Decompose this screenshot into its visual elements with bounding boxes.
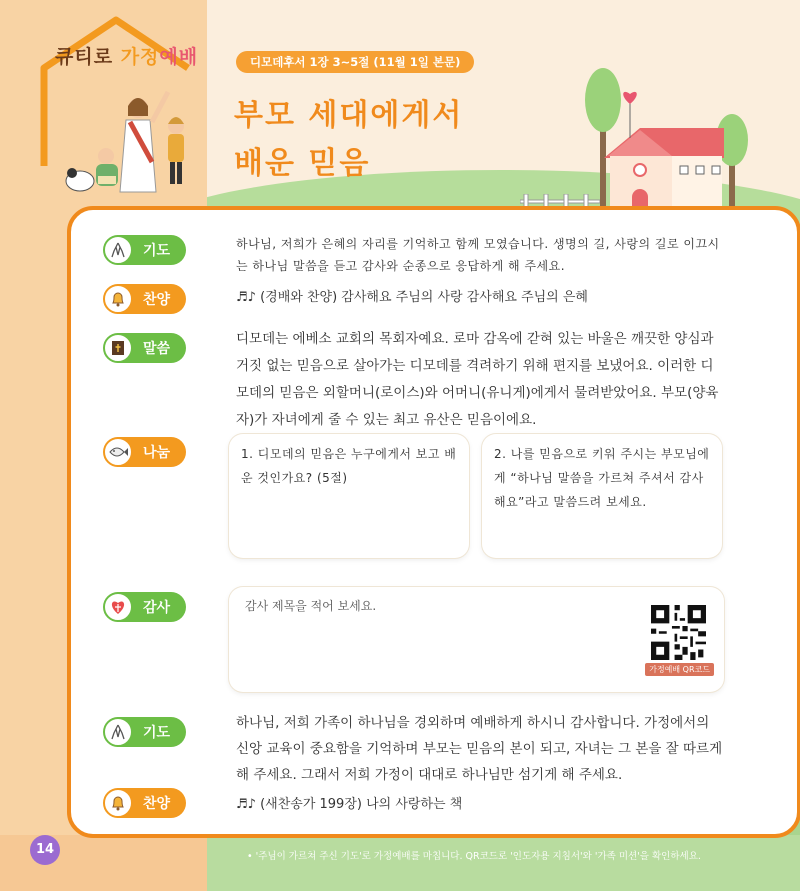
praying-hands-icon bbox=[103, 235, 133, 265]
share-question-2: 2. 나를 믿음으로 키워 주시는 부모님에게 “하나님 말씀을 가르쳐 주셔서 감사해요”라고 말씀드려 보세요. bbox=[482, 434, 722, 558]
logo-title: 큐티로 가정예배 bbox=[55, 46, 199, 68]
fish-icon bbox=[103, 437, 133, 467]
label-thanks: 감사 bbox=[105, 592, 186, 622]
label-praise-closing: 찬양 bbox=[105, 788, 186, 818]
label-share: 나눔 bbox=[105, 437, 186, 467]
closing-hymn: ♬♪ (새찬송가 199장) 나의 사랑하는 책 bbox=[236, 797, 463, 812]
heart-icon bbox=[103, 592, 133, 622]
label-word: 말씀 bbox=[105, 333, 186, 363]
page-title: 부모 세대에게서 배운 믿음 bbox=[234, 98, 464, 181]
label-prayer: 기도 bbox=[105, 235, 186, 265]
scripture-text: 디모데는 에베소 교회의 목회자예요. 로마 감옥에 갇혀 있는 바울은 깨끗한 양심과 거짓 없는 믿음으로 살아가는 디모데를 격려하기 위해 편지를 보냈어요. 이러한 디모데의 믿음은 외할머니(로이스)와 어머니(유니게)에게서 물려받았어요. 부모(양육자)가 자녀에게 줄 수 있는 최고 유산은 믿음이에요. bbox=[236, 331, 719, 428]
heart-flag-icon bbox=[620, 88, 640, 138]
closing-prayer-text: 하나님, 저희 가족이 하나님을 경외하며 예배하게 하시니 감사합니다. 가정에서의 신앙 교육이 중요함을 기억하며 부모는 믿음의 본이 되고, 자녀는 그 본을 잘 따르게 해 주세요. 그래서 저희 가정이 대대로 하나님만 섬기게 해 주세요. bbox=[236, 715, 723, 783]
page-number: 14 bbox=[30, 835, 60, 865]
bible-icon bbox=[103, 333, 133, 363]
family-illustration bbox=[60, 86, 210, 196]
qr-code-label: 가정예배 QR코드 bbox=[645, 663, 714, 676]
thanks-writing-area[interactable] bbox=[229, 587, 724, 692]
praise-song: ♬♪ (경배와 찬양) 감사해요 주님의 사랑 감사해요 주님의 은혜 bbox=[236, 290, 588, 305]
share-question-1: 1. 디모데의 믿음은 누구에게서 보고 배운 것인가요? (5절) bbox=[229, 434, 469, 558]
prayer-text: 하나님, 저희가 은혜의 자리를 기억하고 함께 모였습니다. 생명의 길, 사랑의 길로 이끄시는 하나님 말씀을 듣고 감사와 순종으로 응답하게 해 주세요. bbox=[236, 237, 720, 273]
qr-code-icon[interactable] bbox=[651, 605, 706, 660]
verse-reference-badge: 디모데후서 1장 3~5절 (11월 1일 본문) bbox=[236, 51, 474, 73]
label-praise: 찬양 bbox=[105, 284, 186, 314]
bell-icon bbox=[103, 788, 133, 818]
praying-hands-icon bbox=[103, 717, 133, 747]
bell-icon bbox=[103, 284, 133, 314]
footer-note: • '주님이 가르쳐 주신 기도'로 가정예배를 마칩니다. QR코드로 '인도자용 지침서'와 '가족 미션'을 확인하세요. bbox=[247, 851, 701, 862]
thanks-placeholder: 감사 제목을 적어 보세요. bbox=[245, 599, 377, 613]
label-prayer-closing: 기도 bbox=[105, 717, 186, 747]
